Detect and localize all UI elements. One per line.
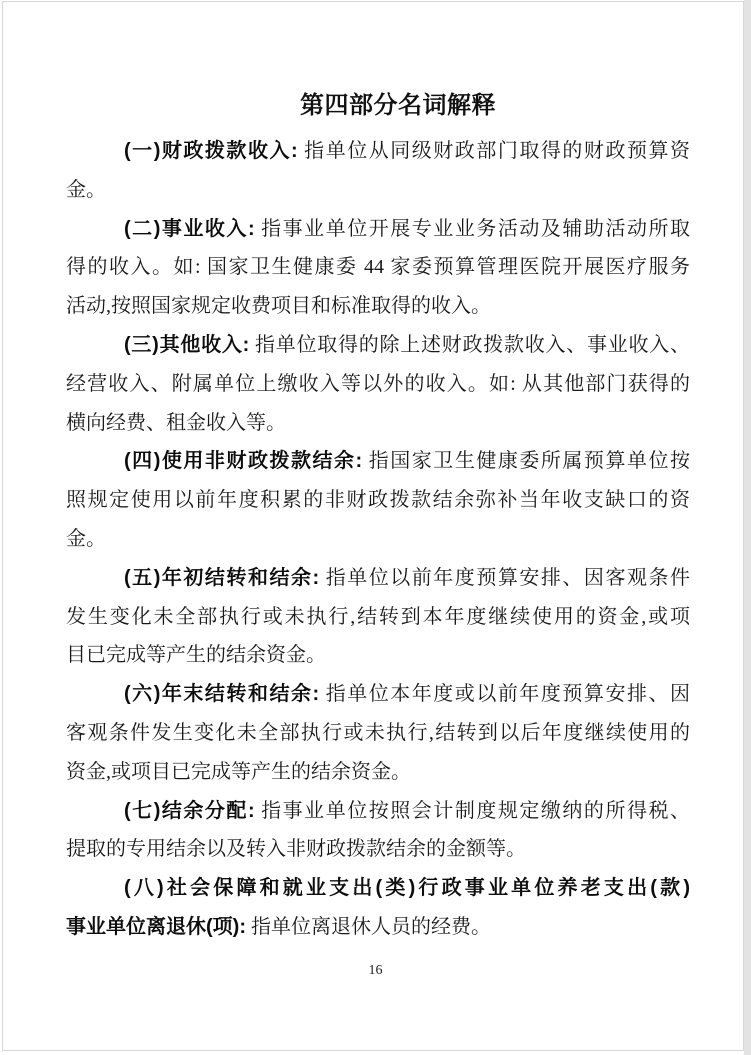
definition-text: 照规定使用以前年度积累的非财政拨款结余弥补当年收支缺口的资 (66, 489, 690, 512)
definition-text: 指单位取得的除上述财政拨款收入、事业收入、 (249, 333, 690, 356)
text-line (66, 442, 690, 481)
definition-paragraph (66, 559, 690, 675)
text-line (66, 908, 690, 947)
definition-text: 指单位本年度或以前年度预算安排、因 (319, 683, 690, 706)
page-title: 第四部分名词解释 (300, 92, 496, 119)
definition-text: 金。 (66, 527, 106, 550)
text-line (66, 598, 690, 637)
text-line (66, 132, 690, 171)
text-line (66, 171, 690, 210)
definition-text: 指事业单位开展专业业务活动及辅助活动所取 (254, 217, 690, 240)
text-line (66, 636, 690, 675)
document-body (66, 132, 690, 947)
definition-text: 指单位从同级财政部门取得的财政预算资 (297, 140, 690, 162)
definition-paragraph (66, 675, 690, 791)
term-text: (四)使用非财政拨款结余: (124, 450, 363, 473)
term-text: (三)其他收入: (124, 333, 250, 356)
document-page (2, 1, 744, 1051)
definition-text: 目已完成等产生的结余资金。 (66, 644, 326, 667)
page-number: 16 (368, 963, 383, 978)
definition-text: 指国家卫生健康委所属预算单位按 (362, 450, 690, 473)
definition-text: 发生变化未全部执行或未执行,结转到本年度继续使用的资金,或项 (66, 605, 690, 628)
definition-paragraph (66, 792, 690, 870)
term-text: (二)事业收入: (124, 217, 255, 240)
page-edge-shadow (744, 0, 751, 1055)
text-line (66, 210, 690, 249)
definition-paragraph (66, 132, 690, 210)
term-text: (八)社会保障和就业支出(类)行政事业单位养老支出(款) (124, 877, 690, 900)
term-text: (一)财政拨款收入: (124, 140, 298, 162)
term-text: (六)年末结转和结余: (124, 683, 320, 706)
text-line (66, 520, 690, 559)
definition-text: 客观条件发生变化未全部执行或未执行,结转到以后年度继续使用的 (66, 721, 690, 744)
definition-text: 指事业单位按照会计制度规定缴纳的所得税、 (254, 799, 690, 822)
text-line (66, 869, 690, 908)
term-text: (七)结余分配: (124, 799, 255, 822)
text-line (66, 753, 690, 792)
text-line (66, 714, 690, 753)
text-line (66, 675, 690, 714)
definition-paragraph (66, 210, 690, 326)
definition-text: 横向经费、租金收入等。 (66, 411, 286, 434)
definition-text: 指单位离退休人员的经费。 (245, 915, 491, 938)
text-line (66, 248, 690, 287)
text-line (66, 559, 690, 598)
definition-text: 活动,按照国家规定收费项目和标准取得的收入。 (66, 295, 491, 318)
definition-text: 资金,或项目已完成等产生的结余资金。 (66, 760, 411, 783)
definition-paragraph (66, 869, 690, 947)
definition-text: 指单位以前年度预算安排、因客观条件 (319, 566, 690, 589)
definition-text: 经营收入、附属单位上缴收入等以外的收入。如: 从其他部门获得的 (66, 372, 690, 395)
text-line (66, 481, 690, 520)
text-line (66, 287, 690, 326)
definition-text: 金。 (66, 178, 106, 201)
text-line (66, 830, 690, 869)
text-line (66, 326, 690, 365)
definition-text: 得的收入。如: 国家卫生健康委 44 家委预算管理医院开展医疗服务 (66, 256, 690, 279)
text-line (66, 404, 690, 443)
definition-text: 提取的专用结余以及转入非财政拨款结余的金额等。 (66, 838, 526, 861)
definition-paragraph (66, 326, 690, 442)
term-text: 事业单位离退休(项): (66, 915, 246, 938)
term-text: (五)年初结转和结余: (124, 566, 320, 589)
definition-paragraph (66, 442, 690, 558)
text-line (66, 365, 690, 404)
text-line (66, 792, 690, 831)
